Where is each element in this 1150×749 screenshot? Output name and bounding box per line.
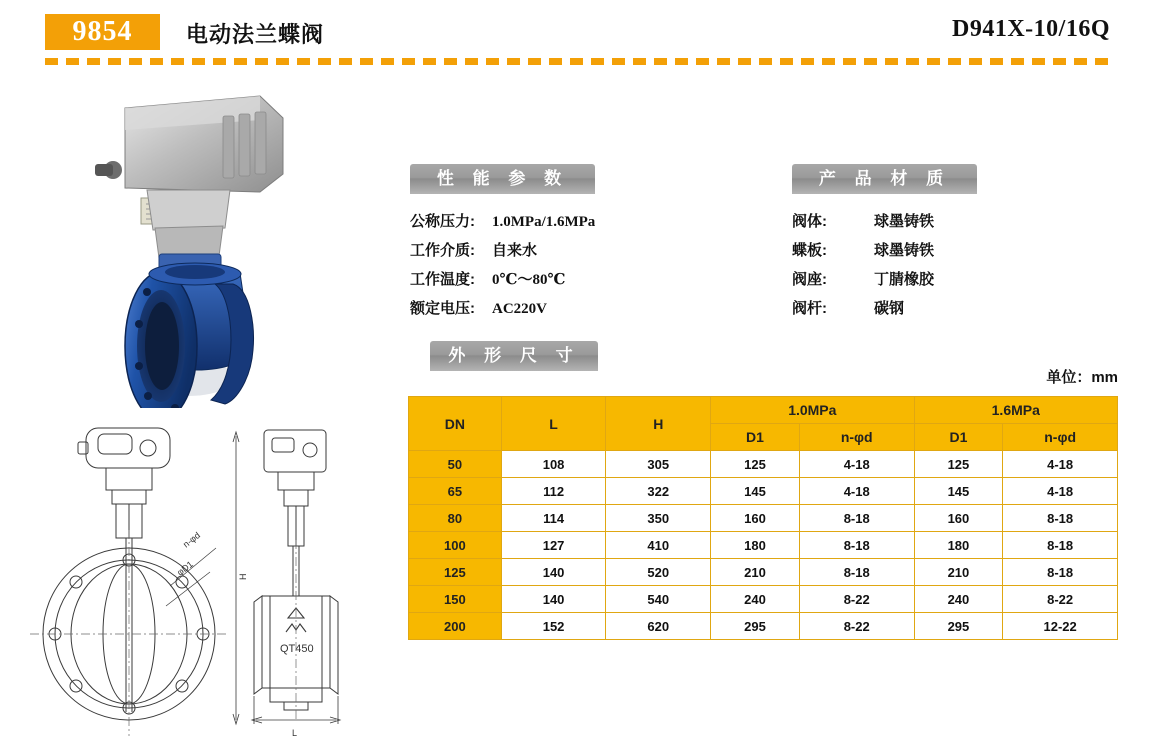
cell-d1-16: 145 [914, 478, 1003, 505]
technical-drawing-side-view [240, 420, 410, 740]
cell-l: 112 [501, 478, 606, 505]
cell-d1-16: 125 [914, 451, 1003, 478]
cell-dn: 200 [409, 613, 502, 640]
cell-l: 127 [501, 532, 606, 559]
unit-note: 单位：mm [1046, 369, 1118, 386]
table-row [409, 613, 1118, 640]
col-nd-10: n-φd [799, 424, 914, 451]
spec-label: 公称压力: [410, 213, 475, 230]
col-l: L [501, 397, 606, 451]
spec-label: 蝶板: [792, 242, 827, 259]
spec-value: 球墨铸铁 [874, 242, 935, 259]
col-nd-16: n-φd [1003, 424, 1118, 451]
label-n-phi-d: n-φd [181, 530, 203, 550]
spec-row [410, 270, 595, 290]
cell-d1-10: 145 [711, 478, 800, 505]
material-spec-list [792, 212, 934, 328]
cell-nd-10: 8-22 [799, 586, 914, 613]
spec-label: 工作温度: [410, 271, 475, 288]
spec-row [410, 241, 595, 261]
col-d1-16: D1 [914, 424, 1003, 451]
cell-d1-10: 210 [711, 559, 800, 586]
cell-d1-16: 295 [914, 613, 1003, 640]
col-dn: DN [409, 397, 502, 451]
spec-value: 丁腈橡胶 [874, 271, 935, 288]
label-h: H [238, 573, 248, 580]
cell-nd-10: 8-18 [799, 559, 914, 586]
spec-row [410, 212, 595, 232]
performance-spec-list [410, 212, 595, 328]
label-phi-d1: φD1 [175, 559, 195, 578]
table-header-row [409, 397, 1118, 424]
cell-nd-16: 4-18 [1003, 478, 1118, 505]
dimensions-section-heading: 外 形 尺 寸 [430, 341, 598, 371]
cell-dn: 100 [409, 532, 502, 559]
cell-nd-10: 8-18 [799, 505, 914, 532]
cell-l: 140 [501, 559, 606, 586]
material-section-heading: 产 品 材 质 [792, 164, 977, 194]
cell-nd-10: 8-18 [799, 532, 914, 559]
table-row [409, 505, 1118, 532]
cell-dn: 150 [409, 586, 502, 613]
spec-value: AC220V [492, 301, 547, 317]
spec-label: 工作介质: [410, 242, 475, 259]
spec-value: 1.0MPa/1.6MPa [492, 214, 596, 230]
cell-nd-10: 8-22 [799, 613, 914, 640]
page-title: 电动法兰蝶阀 [186, 22, 325, 47]
cell-nd-16: 12-22 [1003, 613, 1118, 640]
col-h: H [606, 397, 711, 451]
spec-value: 自来水 [492, 243, 538, 259]
page-number-badge: 9854 [45, 14, 160, 50]
table-row [409, 586, 1118, 613]
label-l: L [292, 728, 298, 738]
cell-dn: 125 [409, 559, 502, 586]
spec-value: 球墨铸铁 [874, 213, 935, 230]
cell-h: 305 [606, 451, 711, 478]
spec-row [410, 299, 595, 319]
dimensions-table [408, 396, 1118, 640]
cell-dn: 50 [409, 451, 502, 478]
spec-label: 额定电压: [410, 300, 475, 317]
technical-drawing-front-view [20, 420, 260, 740]
cell-l: 140 [501, 586, 606, 613]
cell-dn: 80 [409, 505, 502, 532]
cell-d1-10: 295 [711, 613, 800, 640]
cell-nd-16: 8-18 [1003, 559, 1118, 586]
cell-h: 350 [606, 505, 711, 532]
spec-value: 碳钢 [874, 300, 905, 317]
group-10mpa: 1.0MPa [711, 397, 914, 424]
table-row [409, 478, 1118, 505]
page-header [0, 0, 1150, 62]
spec-row [792, 299, 934, 319]
group-16mpa: 1.6MPa [914, 397, 1117, 424]
table-row [409, 532, 1118, 559]
cell-nd-16: 4-18 [1003, 451, 1118, 478]
cell-dn: 65 [409, 478, 502, 505]
table-row [409, 451, 1118, 478]
spec-row [792, 241, 934, 261]
product-photo [55, 78, 395, 408]
cell-d1-16: 240 [914, 586, 1003, 613]
performance-section-heading: 性 能 参 数 [410, 164, 595, 194]
cell-h: 620 [606, 613, 711, 640]
cell-nd-16: 8-22 [1003, 586, 1118, 613]
cell-h: 322 [606, 478, 711, 505]
spec-label: 阀体: [792, 213, 827, 230]
cell-nd-16: 8-18 [1003, 505, 1118, 532]
col-d1-10: D1 [711, 424, 800, 451]
spec-label: 阀杆: [792, 300, 827, 317]
cell-l: 108 [501, 451, 606, 478]
spec-label: 阀座: [792, 271, 827, 288]
cell-l: 152 [501, 613, 606, 640]
cell-d1-16: 210 [914, 559, 1003, 586]
product-code: D941X-10/16Q [952, 16, 1110, 42]
spec-row [792, 270, 934, 290]
cell-h: 410 [606, 532, 711, 559]
spec-value: 0℃～80℃ [492, 272, 566, 288]
cell-nd-10: 4-18 [799, 451, 914, 478]
cell-h: 540 [606, 586, 711, 613]
cell-d1-10: 180 [711, 532, 800, 559]
cell-d1-10: 240 [711, 586, 800, 613]
cell-d1-10: 125 [711, 451, 800, 478]
label-material-mark: QT450 [280, 643, 314, 655]
cell-nd-16: 8-18 [1003, 532, 1118, 559]
header-divider [45, 58, 1110, 65]
table-row [409, 559, 1118, 586]
cell-nd-10: 4-18 [799, 478, 914, 505]
spec-row [792, 212, 934, 232]
cell-h: 520 [606, 559, 711, 586]
cell-d1-16: 160 [914, 505, 1003, 532]
cell-d1-10: 160 [711, 505, 800, 532]
cell-l: 114 [501, 505, 606, 532]
cell-d1-16: 180 [914, 532, 1003, 559]
